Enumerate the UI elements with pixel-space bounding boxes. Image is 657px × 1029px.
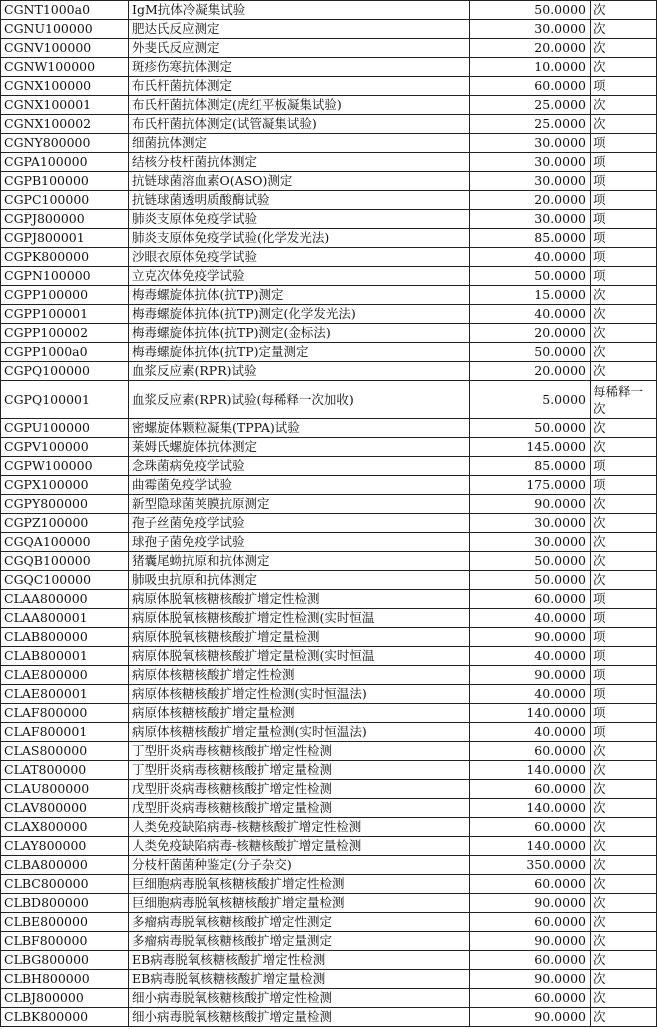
item-price-cell: 25.0000	[470, 115, 591, 134]
table-row	[1, 685, 657, 704]
item-unit-cell: 项	[591, 229, 657, 248]
item-name-cell: 人类免疫缺陷病毒-核糖核酸扩增定性检测	[129, 818, 470, 837]
table-row	[1, 970, 657, 989]
table-row	[1, 989, 657, 1008]
item-unit-cell: 次	[591, 913, 657, 932]
item-unit-cell: 次	[591, 96, 657, 115]
item-name-cell: 密螺旋体颗粒凝集(TPPA)试验	[129, 419, 470, 438]
item-code-cell: CLAA800000	[1, 590, 129, 609]
table-row	[1, 191, 657, 210]
table-row	[1, 818, 657, 837]
item-unit-cell: 次	[591, 343, 657, 362]
item-price-cell: 60.0000	[470, 818, 591, 837]
item-unit-cell: 次	[591, 989, 657, 1008]
item-code-cell: CLAE800001	[1, 685, 129, 704]
price-table-body	[1, 1, 657, 1027]
item-unit-cell: 次	[591, 742, 657, 761]
table-row	[1, 913, 657, 932]
item-price-cell: 50.0000	[470, 419, 591, 438]
item-unit-cell: 项	[591, 153, 657, 172]
item-price-cell: 25.0000	[470, 96, 591, 115]
table-row	[1, 324, 657, 343]
item-unit-cell: 项	[591, 172, 657, 191]
item-price-cell: 60.0000	[470, 742, 591, 761]
item-name-cell: 梅毒螺旋体抗体(抗TP)定量测定	[129, 343, 470, 362]
item-unit-cell: 项	[591, 590, 657, 609]
item-name-cell: 曲霉菌免疫学试验	[129, 476, 470, 495]
item-code-cell: CLBA800000	[1, 856, 129, 875]
item-price-cell: 50.0000	[470, 552, 591, 571]
item-name-cell: 猪囊尾蚴抗原和抗体测定	[129, 552, 470, 571]
table-row	[1, 476, 657, 495]
item-code-cell: CLAS800000	[1, 742, 129, 761]
item-unit-cell: 项	[591, 267, 657, 286]
item-code-cell: CGPN100000	[1, 267, 129, 286]
item-name-cell: 布氏杆菌抗体测定(虎红平板凝集试验)	[129, 96, 470, 115]
item-name-cell: 梅毒螺旋体抗体(抗TP)测定(金标法)	[129, 324, 470, 343]
item-unit-cell: 次	[591, 761, 657, 780]
item-price-cell: 350.0000	[470, 856, 591, 875]
item-unit-cell: 项	[591, 628, 657, 647]
item-unit-cell: 次	[591, 324, 657, 343]
item-price-cell: 140.0000	[470, 761, 591, 780]
item-name-cell: 布氏杆菌抗体测定	[129, 77, 470, 96]
item-name-cell: 细菌抗体测定	[129, 134, 470, 153]
item-name-cell: 肺吸虫抗原和抗体测定	[129, 571, 470, 590]
item-price-cell: 50.0000	[470, 1, 591, 20]
item-price-cell: 140.0000	[470, 837, 591, 856]
item-code-cell: CLAY800000	[1, 837, 129, 856]
item-name-cell: IgM抗体冷凝集试验	[129, 1, 470, 20]
table-row	[1, 951, 657, 970]
item-price-cell: 90.0000	[470, 628, 591, 647]
table-row	[1, 514, 657, 533]
item-code-cell: CLAT800000	[1, 761, 129, 780]
table-row	[1, 438, 657, 457]
table-row	[1, 248, 657, 267]
item-name-cell: 细小病毒脱氧核糖核酸扩增定量检测	[129, 1008, 470, 1027]
item-code-cell: CGPP100002	[1, 324, 129, 343]
item-name-cell: 多瘤病毒脱氧核糖核酸扩增定性测定	[129, 913, 470, 932]
item-name-cell: 戊型肝炎病毒核糖核酸扩增定性检测	[129, 780, 470, 799]
item-name-cell: 斑疹伤寒抗体测定	[129, 58, 470, 77]
item-price-cell: 60.0000	[470, 590, 591, 609]
table-row	[1, 590, 657, 609]
item-code-cell: CLAB800000	[1, 628, 129, 647]
table-row	[1, 932, 657, 951]
table-row	[1, 419, 657, 438]
table-row	[1, 343, 657, 362]
item-name-cell: 肥达氏反应测定	[129, 20, 470, 39]
item-code-cell: CGPP1000a0	[1, 343, 129, 362]
item-price-cell: 85.0000	[470, 457, 591, 476]
item-name-cell: 抗链球菌透明质酸酶试验	[129, 191, 470, 210]
item-name-cell: 病原体脱氧核糖核酸扩增定量检测	[129, 628, 470, 647]
item-name-cell: 丁型肝炎病毒核糖核酸扩增定性检测	[129, 742, 470, 761]
item-unit-cell: 项	[591, 685, 657, 704]
table-row	[1, 77, 657, 96]
table-row	[1, 856, 657, 875]
item-unit-cell: 次	[591, 1, 657, 20]
item-name-cell: 病原体脱氧核糖核酸扩增定性检测	[129, 590, 470, 609]
item-unit-cell: 次	[591, 856, 657, 875]
item-unit-cell: 次	[591, 495, 657, 514]
item-code-cell: CLBJ800000	[1, 989, 129, 1008]
item-name-cell: 病原体核糖核酸扩增定量检测(实时恒温法)	[129, 723, 470, 742]
item-unit-cell: 项	[591, 210, 657, 229]
item-code-cell: CLBK800000	[1, 1008, 129, 1027]
item-price-cell: 60.0000	[470, 913, 591, 932]
item-code-cell: CGPA100000	[1, 153, 129, 172]
item-name-cell: 外斐氏反应测定	[129, 39, 470, 58]
item-code-cell: CGPP100001	[1, 305, 129, 324]
item-price-cell: 50.0000	[470, 267, 591, 286]
item-unit-cell: 项	[591, 666, 657, 685]
item-price-cell: 30.0000	[470, 210, 591, 229]
item-name-cell: 病原体脱氧核糖核酸扩增定性检测(实时恒温	[129, 609, 470, 628]
item-name-cell: 梅毒螺旋体抗体(抗TP)测定(化学发光法)	[129, 305, 470, 324]
item-price-cell: 60.0000	[470, 951, 591, 970]
item-name-cell: 戊型肝炎病毒核糖核酸扩增定量检测	[129, 799, 470, 818]
item-price-cell: 90.0000	[470, 894, 591, 913]
item-name-cell: 分枝杆菌菌种鉴定(分子杂交)	[129, 856, 470, 875]
item-price-cell: 90.0000	[470, 666, 591, 685]
table-row	[1, 267, 657, 286]
table-row	[1, 628, 657, 647]
item-price-cell: 5.0000	[470, 381, 591, 419]
item-price-cell: 90.0000	[470, 932, 591, 951]
table-row	[1, 96, 657, 115]
item-price-cell: 40.0000	[470, 248, 591, 267]
table-row	[1, 894, 657, 913]
item-unit-cell: 次	[591, 875, 657, 894]
table-row	[1, 495, 657, 514]
item-unit-cell: 次	[591, 818, 657, 837]
item-price-cell: 30.0000	[470, 172, 591, 191]
item-unit-cell: 项	[591, 609, 657, 628]
item-code-cell: CLBE800000	[1, 913, 129, 932]
item-name-cell: EB病毒脱氧核糖核酸扩增定性检测	[129, 951, 470, 970]
item-unit-cell: 次	[591, 514, 657, 533]
item-code-cell: CLAF800001	[1, 723, 129, 742]
item-code-cell: CGPB100000	[1, 172, 129, 191]
item-unit-cell: 次	[591, 286, 657, 305]
item-name-cell: 念珠菌病免疫学试验	[129, 457, 470, 476]
item-unit-cell: 项	[591, 723, 657, 742]
item-price-cell: 60.0000	[470, 875, 591, 894]
item-name-cell: 新型隐球菌荚膜抗原测定	[129, 495, 470, 514]
item-name-cell: 立克次体免疫学试验	[129, 267, 470, 286]
item-unit-cell: 次	[591, 115, 657, 134]
table-row	[1, 172, 657, 191]
item-name-cell: 肺炎支原体免疫学试验	[129, 210, 470, 229]
item-code-cell: CGNW100000	[1, 58, 129, 77]
item-unit-cell: 次	[591, 362, 657, 381]
table-row	[1, 704, 657, 723]
table-row	[1, 39, 657, 58]
item-code-cell: CGPQ100001	[1, 381, 129, 419]
table-row	[1, 381, 657, 419]
item-name-cell: 血浆反应素(RPR)试验	[129, 362, 470, 381]
item-unit-cell: 项	[591, 191, 657, 210]
item-unit-cell: 项	[591, 134, 657, 153]
item-price-cell: 10.0000	[470, 58, 591, 77]
item-code-cell: CGNX100001	[1, 96, 129, 115]
table-row	[1, 20, 657, 39]
item-unit-cell: 项	[591, 248, 657, 267]
table-row	[1, 533, 657, 552]
item-unit-cell: 每稀释一次	[591, 381, 657, 419]
item-code-cell: CGNX100002	[1, 115, 129, 134]
item-unit-cell: 次	[591, 1008, 657, 1027]
item-name-cell: 人类免疫缺陷病毒-核糖核酸扩增定量检测	[129, 837, 470, 856]
item-name-cell: 丁型肝炎病毒核糖核酸扩增定量检测	[129, 761, 470, 780]
item-price-cell: 60.0000	[470, 77, 591, 96]
table-row	[1, 457, 657, 476]
item-price-cell: 40.0000	[470, 609, 591, 628]
table-row	[1, 1, 657, 20]
table-row	[1, 58, 657, 77]
item-name-cell: 抗链球菌溶血素O(ASO)测定	[129, 172, 470, 191]
item-price-cell: 60.0000	[470, 989, 591, 1008]
item-unit-cell: 次	[591, 780, 657, 799]
item-code-cell: CGQA100000	[1, 533, 129, 552]
item-price-cell: 40.0000	[470, 723, 591, 742]
item-price-cell: 40.0000	[470, 647, 591, 666]
item-unit-cell: 项	[591, 77, 657, 96]
item-code-cell: CGQB100000	[1, 552, 129, 571]
item-unit-cell: 次	[591, 837, 657, 856]
item-price-cell: 30.0000	[470, 153, 591, 172]
item-code-cell: CGPW100000	[1, 457, 129, 476]
table-row	[1, 647, 657, 666]
item-unit-cell: 次	[591, 305, 657, 324]
table-row	[1, 875, 657, 894]
item-name-cell: 结核分枝杆菌抗体测定	[129, 153, 470, 172]
item-code-cell: CLBF800000	[1, 932, 129, 951]
table-row	[1, 305, 657, 324]
item-unit-cell: 次	[591, 419, 657, 438]
table-row	[1, 134, 657, 153]
item-price-cell: 85.0000	[470, 229, 591, 248]
item-name-cell: 细小病毒脱氧核糖核酸扩增定性检测	[129, 989, 470, 1008]
item-price-cell: 90.0000	[470, 970, 591, 989]
table-row	[1, 666, 657, 685]
item-unit-cell: 项	[591, 476, 657, 495]
item-name-cell: 病原体核糖核酸扩增定量检测	[129, 704, 470, 723]
item-code-cell: CGPJ800001	[1, 229, 129, 248]
item-code-cell: CGNX100000	[1, 77, 129, 96]
item-code-cell: CLBG800000	[1, 951, 129, 970]
item-code-cell: CGPP100000	[1, 286, 129, 305]
item-name-cell: EB病毒脱氧核糖核酸扩增定量检测	[129, 970, 470, 989]
table-row	[1, 609, 657, 628]
item-price-cell: 30.0000	[470, 20, 591, 39]
item-unit-cell: 次	[591, 39, 657, 58]
table-row	[1, 286, 657, 305]
item-unit-cell: 项	[591, 457, 657, 476]
table-row	[1, 742, 657, 761]
item-name-cell: 莱姆氏螺旋体抗体测定	[129, 438, 470, 457]
item-price-cell: 20.0000	[470, 191, 591, 210]
item-unit-cell: 次	[591, 951, 657, 970]
item-code-cell: CGPV100000	[1, 438, 129, 457]
item-price-cell: 140.0000	[470, 704, 591, 723]
item-unit-cell: 次	[591, 799, 657, 818]
item-code-cell: CLAF800000	[1, 704, 129, 723]
item-code-cell: CGPJ800000	[1, 210, 129, 229]
item-code-cell: CGPU100000	[1, 419, 129, 438]
table-row	[1, 571, 657, 590]
item-price-cell: 60.0000	[470, 780, 591, 799]
item-unit-cell: 项	[591, 647, 657, 666]
item-code-cell: CLAX800000	[1, 818, 129, 837]
item-price-cell: 30.0000	[470, 134, 591, 153]
item-name-cell: 多瘤病毒脱氧核糖核酸扩增定量测定	[129, 932, 470, 951]
item-code-cell: CGQC100000	[1, 571, 129, 590]
item-name-cell: 病原体核糖核酸扩增定性检测(实时恒温法)	[129, 685, 470, 704]
item-unit-cell: 次	[591, 58, 657, 77]
item-code-cell: CLBC800000	[1, 875, 129, 894]
item-price-cell: 20.0000	[470, 39, 591, 58]
table-row	[1, 837, 657, 856]
table-row	[1, 723, 657, 742]
item-price-cell: 50.0000	[470, 343, 591, 362]
item-price-cell: 30.0000	[470, 514, 591, 533]
item-code-cell: CLBH800000	[1, 970, 129, 989]
item-unit-cell: 次	[591, 970, 657, 989]
table-row	[1, 1008, 657, 1027]
item-name-cell: 病原体核糖核酸扩增定性检测	[129, 666, 470, 685]
item-code-cell: CGPX100000	[1, 476, 129, 495]
table-row	[1, 153, 657, 172]
item-code-cell: CLAB800001	[1, 647, 129, 666]
item-price-cell: 145.0000	[470, 438, 591, 457]
table-row	[1, 362, 657, 381]
table-row	[1, 799, 657, 818]
item-unit-cell: 项	[591, 704, 657, 723]
item-code-cell: CLAV800000	[1, 799, 129, 818]
item-code-cell: CGNT1000a0	[1, 1, 129, 20]
table-row	[1, 552, 657, 571]
item-code-cell: CLAU800000	[1, 780, 129, 799]
item-code-cell: CGPQ100000	[1, 362, 129, 381]
item-price-cell: 30.0000	[470, 533, 591, 552]
item-code-cell: CGNU100000	[1, 20, 129, 39]
item-price-cell: 20.0000	[470, 362, 591, 381]
item-name-cell: 血浆反应素(RPR)试验(每稀释一次加收)	[129, 381, 470, 419]
table-row	[1, 210, 657, 229]
item-price-cell: 40.0000	[470, 685, 591, 704]
item-name-cell: 布氏杆菌抗体测定(试管凝集试验)	[129, 115, 470, 134]
item-unit-cell: 次	[591, 894, 657, 913]
item-price-cell: 40.0000	[470, 305, 591, 324]
item-code-cell: CGPY800000	[1, 495, 129, 514]
item-unit-cell: 次	[591, 932, 657, 951]
item-name-cell: 梅毒螺旋体抗体(抗TP)测定	[129, 286, 470, 305]
item-code-cell: CLAA800001	[1, 609, 129, 628]
item-name-cell: 沙眼衣原体免疫学试验	[129, 248, 470, 267]
item-code-cell: CLBD800000	[1, 894, 129, 913]
item-price-cell: 50.0000	[470, 571, 591, 590]
item-name-cell: 肺炎支原体免疫学试验(化学发光法)	[129, 229, 470, 248]
item-price-cell: 15.0000	[470, 286, 591, 305]
item-name-cell: 巨细胞病毒脱氧核糖核酸扩增定量检测	[129, 894, 470, 913]
item-price-cell: 175.0000	[470, 476, 591, 495]
table-row	[1, 115, 657, 134]
item-name-cell: 巨细胞病毒脱氧核糖核酸扩增定性检测	[129, 875, 470, 894]
item-price-cell: 20.0000	[470, 324, 591, 343]
table-row	[1, 780, 657, 799]
item-code-cell: CGPK800000	[1, 248, 129, 267]
item-price-cell: 90.0000	[470, 495, 591, 514]
item-unit-cell: 次	[591, 533, 657, 552]
table-row	[1, 229, 657, 248]
item-name-cell: 孢子丝菌免疫学试验	[129, 514, 470, 533]
item-unit-cell: 次	[591, 20, 657, 39]
item-code-cell: CGNV100000	[1, 39, 129, 58]
item-code-cell: CGPC100000	[1, 191, 129, 210]
item-name-cell: 球孢子菌免疫学试验	[129, 533, 470, 552]
item-code-cell: CGNY800000	[1, 134, 129, 153]
item-code-cell: CLAE800000	[1, 666, 129, 685]
item-price-cell: 140.0000	[470, 799, 591, 818]
item-unit-cell: 次	[591, 438, 657, 457]
item-price-cell: 90.0000	[470, 1008, 591, 1027]
item-code-cell: CGPZ100000	[1, 514, 129, 533]
item-unit-cell: 次	[591, 552, 657, 571]
item-unit-cell: 次	[591, 571, 657, 590]
table-row	[1, 761, 657, 780]
item-name-cell: 病原体脱氧核糖核酸扩增定量检测(实时恒温	[129, 647, 470, 666]
